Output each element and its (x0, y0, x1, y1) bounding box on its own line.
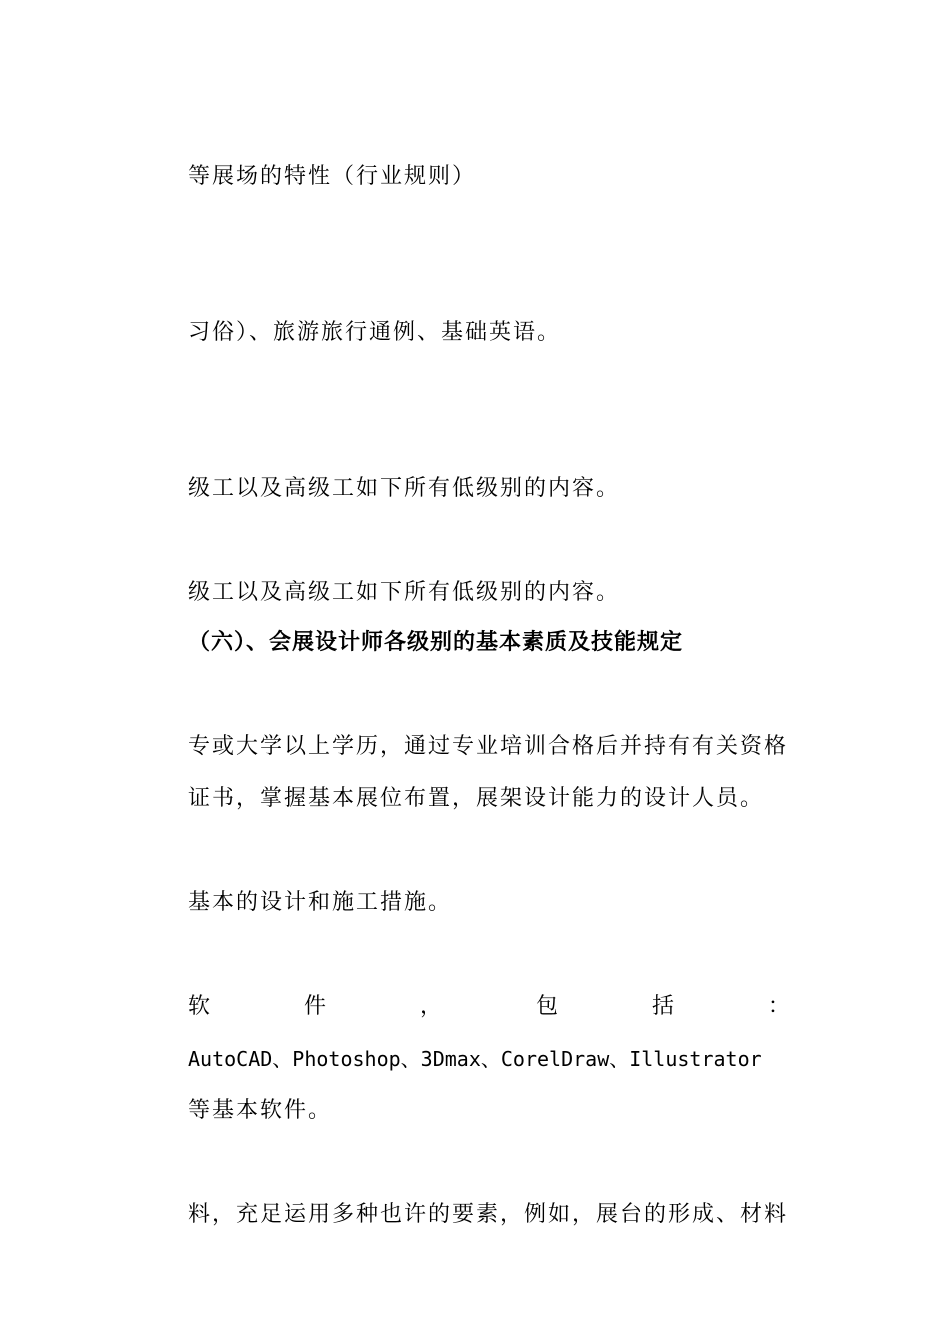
text-line-8: 级工以及高级工如下所有低级别的内容。 (188, 476, 621, 501)
spread-char-3: ， (419, 994, 442, 1019)
text-line-7 (232, 422, 834, 452)
text-line-22: 料，充足运用多种也许的要素，例如，展台的形成、材料 (188, 1202, 789, 1227)
text-line-16: 基本的设计和施工措施。 (188, 890, 453, 915)
text-line-2: 等展场的特性（行业规则） (188, 164, 477, 189)
text-line-9 (232, 526, 834, 556)
text-line-21 (258, 1148, 860, 1178)
spread-char-1: 软 (188, 994, 211, 1019)
software-list-line: AutoCAD、Photoshop、3Dmax、CorelDraw、Illustrator (188, 1047, 762, 1071)
spread-char-2: 件 (303, 994, 326, 1019)
text-line-3 (196, 214, 798, 244)
text-line-17 (258, 940, 860, 970)
text-line-15 (258, 836, 860, 866)
text-line-20: 等基本软件。 (188, 1098, 333, 1123)
text-line-18-justified (188, 992, 790, 1022)
text-line-12 (210, 680, 812, 710)
text-line-10: 级工以及高级工如下所有低级别的内容。 (188, 580, 621, 605)
section-heading-6: （六）、会展设计师各级别的基本素质及技能规定 (188, 630, 684, 655)
text-line-4 (196, 266, 798, 296)
spread-char-4: 包 (535, 994, 558, 1019)
text-line-13: 专或大学以上学历，通过专业培训合格后并持有有关资格 (188, 734, 789, 759)
text-line-5: 习俗）、旅游旅行通例、基础英语。 (188, 320, 562, 345)
spread-char-6: ： (767, 994, 790, 1019)
section-heading-3 (200, 370, 802, 400)
text-line-1 (196, 110, 798, 140)
spread-char-5: 括 (651, 994, 674, 1019)
text-line-14: 证书，掌握基本展位布置，展架设计能力的设计人员。 (188, 786, 765, 811)
